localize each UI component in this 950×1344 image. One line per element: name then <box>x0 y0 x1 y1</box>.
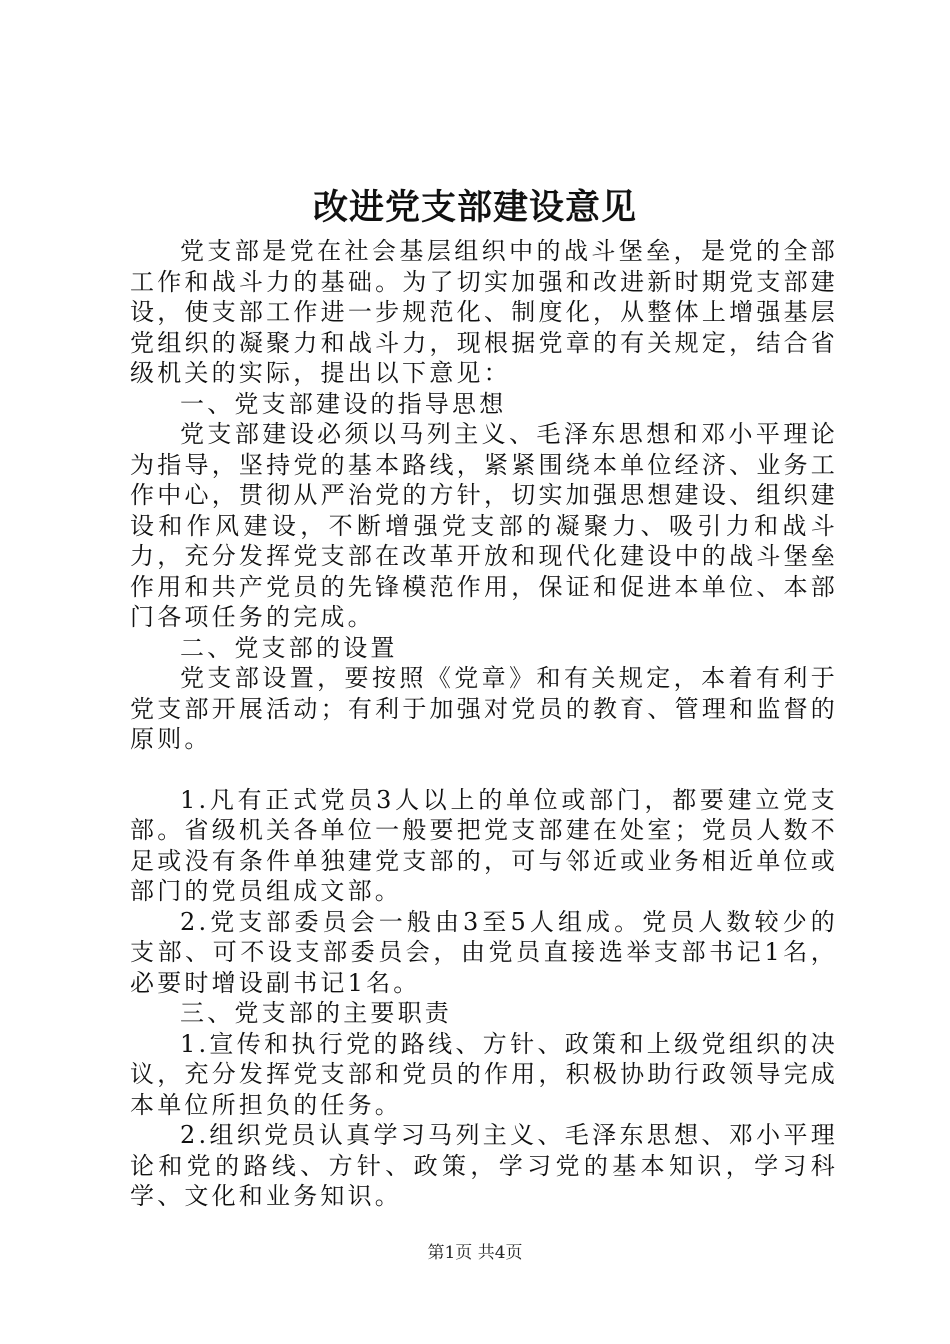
section-2-item-2: 2.党支部委员会一般由3至5人组成。党员人数较少的支部、可不设支部委员会，由党员直接选举支部书记1名，必要时增设副书记1名。 <box>130 907 838 997</box>
page-number-footer: 第1页 共4页 <box>427 1243 523 1263</box>
document-body <box>130 236 838 1212</box>
section-1-paragraph: 党支部建设必须以马列主义、毛泽东思想和邓小平理论为指导，坚持党的基本路线，紧紧围绕本单位经济、业务工作中心，贯彻从严治党的方针，切实加强思想建设、组织建设和作风建设，不断增强党支部的凝聚力、吸引力和战斗力，充分发挥党支部在改革开放和现代化建设中的战斗堡垒作用和共产党员的先锋模范作用，保证和促进本单位、本部门各项任务的完成。 <box>130 420 838 631</box>
section-3-item-1: 1.宣传和执行党的路线、方针、政策和上级党组织的决议，充分发挥党支部和党员的作用，积极协助行政领导完成本单位所担负的任务。 <box>130 1029 838 1119</box>
section-heading-3: 三、党支部的主要职责 <box>180 999 452 1027</box>
section-heading-1: 一、党支部建设的指导思想 <box>180 389 507 418</box>
document-title: 改进党支部建设意见 <box>312 188 637 228</box>
section-2-paragraph: 党支部设置，要按照《党章》和有关规定，本着有利于党支部开展活动；有利于加强对党员的教育、管理和监督的原则。 <box>130 664 838 753</box>
intro-paragraph: 党支部是党在社会基层组织中的战斗堡垒，是党的全部工作和战斗力的基础。为了切实加强和改进新时期党支部建设，使支部工作进一步规范化、制度化，从整体上增强基层党组织的凝聚力和战斗力，现根据党章的有关规定，结合省级机关的实际，提出以下意见： <box>130 237 838 387</box>
section-heading-2: 二、党支部的设置 <box>180 633 398 662</box>
section-3-item-2: 2.组织党员认真学习马列主义、毛泽东思想、邓小平理论和党的路线、方针、政策，学习党的基本知识，学习科学、文化和业务知识。 <box>130 1121 838 1210</box>
section-2-item-1: 1.凡有正式党员3人以上的单位或部门，都要建立党支部。省级机关各单位一般要把党支部建在处室；党员人数不足或没有条件单独建党支部的，可与邻近或业务相近单位或部门的党员组成文部。 <box>130 785 838 905</box>
